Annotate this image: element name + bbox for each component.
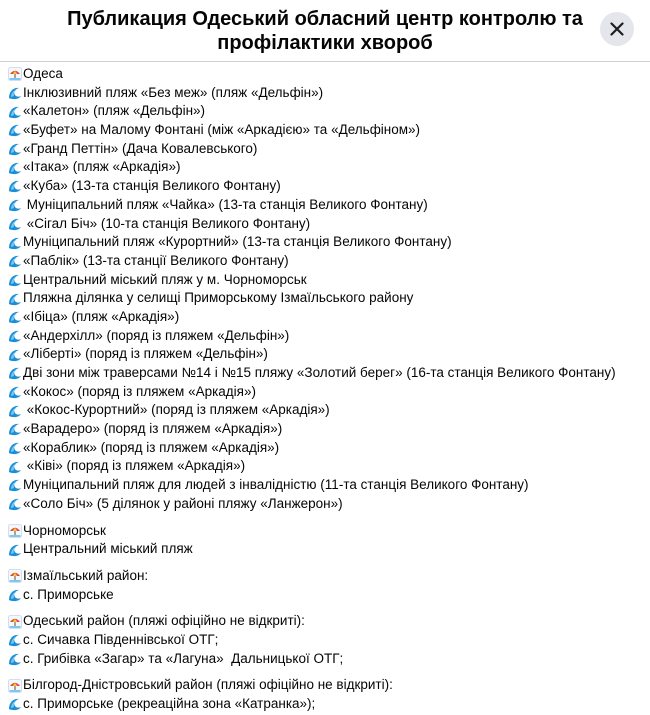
location-section xyxy=(8,567,648,604)
beach-list-item xyxy=(8,495,648,514)
beach-list-item xyxy=(8,327,648,346)
beach-name: Інклюзивний пляж «Без меж» (пляж «Дельфін») xyxy=(23,84,324,100)
dialog-title-line-2: профілактики хвороб xyxy=(217,32,433,54)
water-wave-icon xyxy=(8,543,22,557)
location-section xyxy=(8,522,648,559)
dialog-title-line-1: Публикация Одеський обласний центр контролю та xyxy=(67,8,583,30)
water-wave-icon xyxy=(8,329,22,343)
dialog-header xyxy=(0,0,650,62)
location-header-label: Чорноморськ xyxy=(23,522,106,538)
location-header xyxy=(8,65,648,84)
dialog-title xyxy=(60,7,590,55)
beach-name: Дві зони між траверсами №14 і №15 пляжу «Золотий берег» (16-та станція Великого Фонтану) xyxy=(23,365,616,380)
close-icon xyxy=(610,22,624,36)
beach-name: «Ківі» (поряд із пляжем «Аркадія») xyxy=(23,458,246,474)
beach-name: «Андерхілл» (поряд із пляжем «Дельфін») xyxy=(23,327,290,343)
location-header-label: Білгород-Дністровський район (пляжі офіційно не відкриті): xyxy=(23,677,393,693)
beach-name: «Паблік» (13-та станції Великого Фонтану) xyxy=(23,252,289,268)
close-button[interactable] xyxy=(600,12,634,46)
location-header xyxy=(8,676,648,695)
beach-list-item xyxy=(8,439,648,458)
beach-list-item xyxy=(8,271,648,290)
water-wave-icon xyxy=(8,310,22,324)
beach-list-item xyxy=(8,401,648,420)
beach-list-item xyxy=(8,233,648,252)
beach-list-item xyxy=(8,586,648,605)
beach-list-item xyxy=(8,308,648,327)
beach-list-item xyxy=(8,540,648,559)
water-wave-icon xyxy=(8,105,22,119)
water-wave-icon xyxy=(8,460,22,474)
beach-umbrella-icon xyxy=(8,615,22,629)
water-wave-icon xyxy=(8,123,22,137)
beach-name: «Калетон» (пляж «Дельфін») xyxy=(23,103,206,119)
beach-name: «Куба» (13-та станція Великого Фонтану) xyxy=(23,178,281,194)
beach-list-item xyxy=(8,364,648,383)
water-wave-icon xyxy=(8,697,22,711)
beach-umbrella-icon xyxy=(8,524,22,538)
water-wave-icon xyxy=(8,179,22,193)
beach-name: «Буфет» на Малому Фонтані (між «Аркадією» та «Дельфіном») xyxy=(23,122,421,138)
beach-list-item xyxy=(8,140,648,159)
location-header-label: Одеса xyxy=(23,66,63,81)
beach-list-item xyxy=(8,420,648,439)
water-wave-icon xyxy=(8,348,22,362)
beach-list-item xyxy=(8,650,648,669)
beach-list-item xyxy=(8,196,648,215)
beach-name: «Варадеро» (поряд із пляжем «Аркадія») xyxy=(23,421,283,437)
beach-name: Муніципальний пляж для людей з інвалідністю (11-та станція Великого Фонтану) xyxy=(23,477,529,493)
beach-list-item xyxy=(8,215,648,234)
water-wave-icon xyxy=(8,273,22,287)
beach-umbrella-icon xyxy=(8,679,22,693)
beach-list-item xyxy=(8,476,648,495)
location-header xyxy=(8,522,648,541)
beach-list-item xyxy=(8,289,648,308)
location-section xyxy=(8,612,648,668)
beach-list-item xyxy=(8,252,648,271)
beach-name: «Гранд Петтін» (Дача Ковалевського) xyxy=(23,140,258,156)
beach-name: «Ібіца» (пляж «Аркадія») xyxy=(23,308,180,324)
water-wave-icon xyxy=(8,385,22,399)
water-wave-icon xyxy=(8,633,22,647)
beach-name: «Ітака» (пляж «Аркадія») xyxy=(23,159,181,175)
beach-list-item xyxy=(8,383,648,402)
water-wave-icon xyxy=(8,236,22,250)
water-wave-icon xyxy=(8,366,22,380)
beach-name: с. Приморське xyxy=(23,586,114,602)
beach-name: «Соло Біч» (5 ділянок у районі пляжу «Ланжерон») xyxy=(23,495,343,511)
water-wave-icon xyxy=(8,254,22,268)
beach-name: «Ліберті» (поряд із пляжем «Дельфін») xyxy=(23,346,268,362)
beach-name: с. Сичавка Південнівської ОТГ; xyxy=(23,631,219,647)
location-header-label: Одеський район (пляжі офіційно не відкриті): xyxy=(23,613,305,629)
beach-list-item xyxy=(8,102,648,121)
water-wave-icon xyxy=(8,142,22,156)
beach-name: с. Грибівка «Загар» та «Лагуна» Дальницької ОТГ; xyxy=(23,650,344,666)
beach-name: Муніципальний пляж «Чайка» (13-та станція Великого Фонтану) xyxy=(23,196,428,212)
beach-umbrella-icon xyxy=(8,67,22,81)
beach-name: Муніципальний пляж «Курортний» (13-та станція Великого Фонтану) xyxy=(23,234,452,250)
beach-list-item xyxy=(8,345,648,364)
water-wave-icon xyxy=(8,161,22,175)
beach-list-item xyxy=(8,177,648,196)
beach-list-item xyxy=(8,158,648,177)
location-section xyxy=(8,676,648,713)
location-header xyxy=(8,567,648,586)
beach-umbrella-icon xyxy=(8,569,22,583)
beach-list-item xyxy=(8,84,648,103)
water-wave-icon xyxy=(8,497,22,511)
water-wave-icon xyxy=(8,86,22,100)
beach-list-item xyxy=(8,121,648,140)
location-header-label: Ізмаїльський район: xyxy=(23,567,149,583)
water-wave-icon xyxy=(8,292,22,306)
beach-name: Пляжна ділянка у селищі Приморському Ізмаїльського району xyxy=(23,290,414,306)
post-content xyxy=(8,64,648,715)
water-wave-icon xyxy=(8,588,22,602)
beach-name: с. Приморське (рекреаційна зона «Катранка»); xyxy=(23,696,316,711)
beach-list-item xyxy=(8,631,648,650)
beach-name: Центральний міський пляж xyxy=(23,541,193,557)
beach-list-item xyxy=(8,457,648,476)
water-wave-icon xyxy=(8,478,22,492)
water-wave-icon xyxy=(8,652,22,666)
location-header xyxy=(8,612,648,631)
water-wave-icon xyxy=(8,217,22,231)
beach-name: «Кокос» (поряд із пляжем «Аркадія») xyxy=(23,383,256,399)
location-section xyxy=(8,65,648,514)
water-wave-icon xyxy=(8,422,22,436)
beach-name: «Кораблик» (поряд із пляжем «Аркадія») xyxy=(23,439,280,455)
beach-name: Центральний міський пляж у м. Чорноморськ xyxy=(23,271,307,287)
beach-name: «Кокос-Курортний» (поряд із пляжем «Аркадія») xyxy=(23,402,330,418)
water-wave-icon xyxy=(8,404,22,418)
water-wave-icon xyxy=(8,441,22,455)
water-wave-icon xyxy=(8,198,22,212)
beach-name: «Сігал Біч» (10-та станція Великого Фонтану) xyxy=(23,215,311,231)
beach-list-item xyxy=(8,695,648,714)
